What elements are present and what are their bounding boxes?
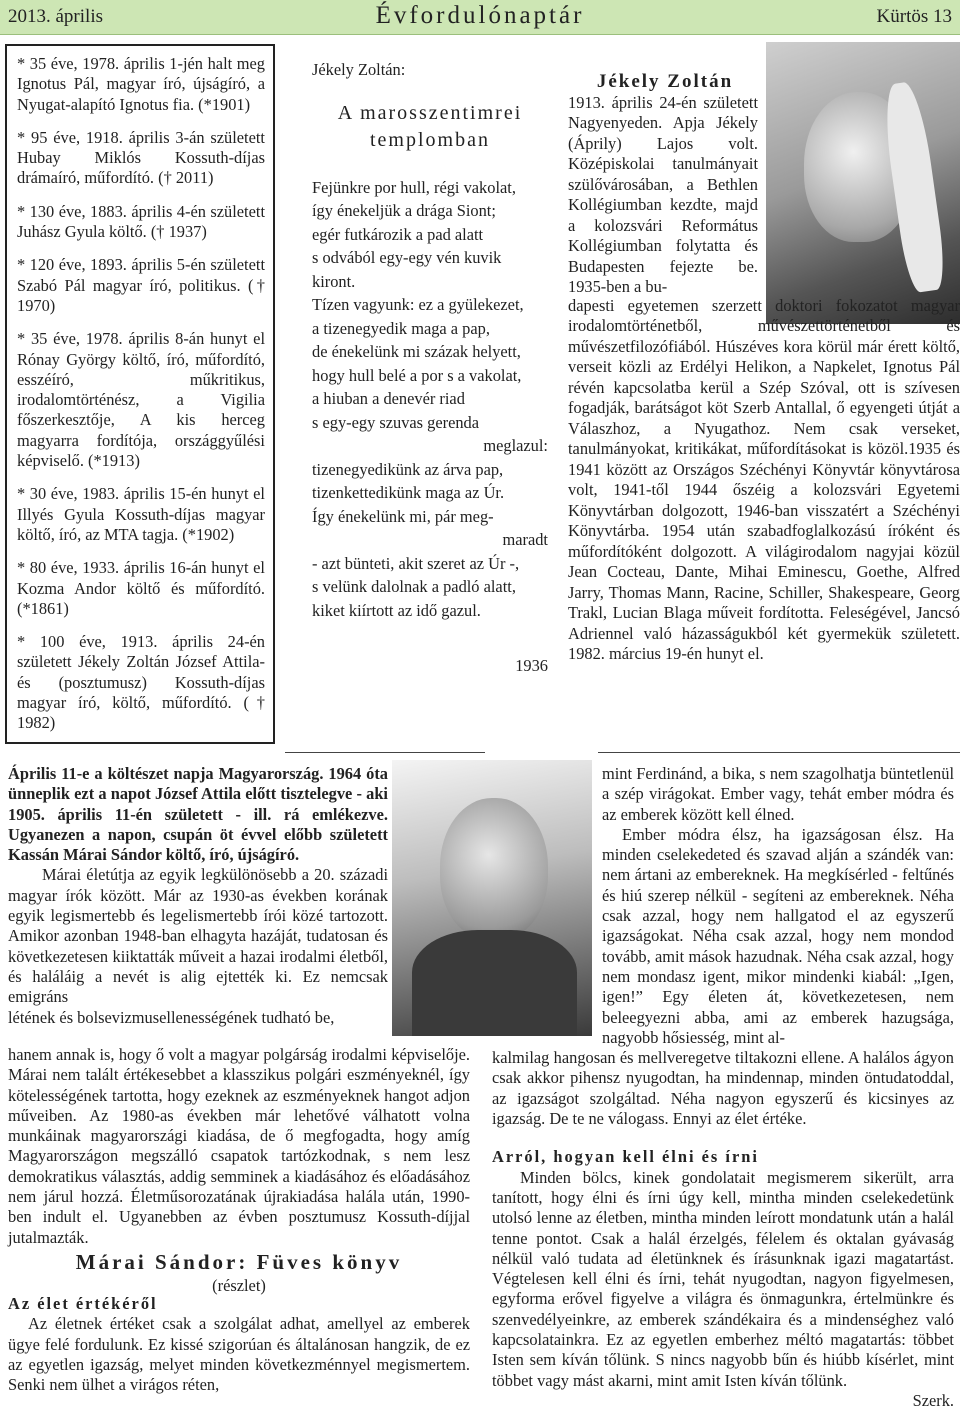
continuation-text: Ember módra élsz, ha igazságosan élsz. Ha minden cselekedeted és szavad alján a szándék van: nem ártani az embereknek. Ha megkísérled - feltűnés és hiú szerep nélkül - segíteni az embereknek. Néha csak azzal, hogy nem hallgatod el az egyszerű igazságokat. Néha csak azzal, hogy nem mondod tovább, amit mások hazudnak. Néha csak azzal, hogy nem mondasz igent, mikor mindenki kiabál: „Igen, igen!” Egy életen át, következetesen, nem beleegyezni abba, ami az emberek hazugsága, nagyobb hősiesség, mint al-	[602, 824, 954, 1047]
poem-title	[312, 100, 548, 154]
poem-line: tizenegyedikünk az árva pap,	[312, 459, 504, 479]
anniversary-item: * 80 éve, 1933. április 16-án hunyt el Kozma Andor költő és műfordító. (*1861)	[17, 558, 265, 618]
anniversary-box	[5, 44, 275, 744]
poem-line: meglazul:	[483, 436, 548, 455]
poem-line: de énekelünk mi százak helyett,	[312, 342, 521, 361]
continuation-text: kalmilag hangosan és mellveregetve tiltakozni ellene. A halálos ágyon csak akkor pihensz nyugodtan, ha mindennap, minden öntudatoddal, az igazságot szolgáltad. Néha nagyon egyszerű és kicsinyes az igazság. De te ne válogass. Ennyi az élet értéke.	[492, 1048, 954, 1129]
section-life-value	[8, 1294, 470, 1395]
header-page: Kürtös 13	[876, 6, 952, 27]
jekely-bio-wide: dapesti egyetemen szerzett doktori fokozatot magyar irodalomtörténetből, művészettörténetből és művészetfilozófiából. Húszéves kora körül már érett költő, verseit közli az Erdélyi Helikon, a Napkelet, Ignotus Pál révén kapcsolatba kerül a Szép Szóval, ott is szívesen fogadják, barátságot köt Szerb Antallal, ő egyengeti útját a Válaszhoz, a Nyugathoz. Nem csak verseket, tanulmányokat, kritikákat, műfordításokat is közöl.1935 és 1941 között az Országos Széchényi Könyvtár könyvtárosa volt, 1941-től 1944 őszéig a kolozsvári Egyetemi Könyvtárban dolgozott, 1946-ban visszatért a Széchényi Könyvtárba. 1954 után szabadfoglalkozású íróként és műfordítóként dolgozott. A világirodalom nagyjai közül Jean Cocteau, Dante, Mihai Eminescu, Goethe, Alfred Jarry, Thomas Mann, Racine, Schiller, Shakespeare, Georg Trakl, Lucian Blaga műveit fordította. Feleségével, Jancsó Adriennel való házasságukból két gyermekük született. 1982. március 19-én hunyt el.	[568, 295, 960, 663]
anniversary-item: * 35 éve, 1978. április 1-jén halt meg Ignotus Pál, magyar író, újságíró, a Nyugat-alapító Ignotus fia. (*1901)	[17, 54, 265, 114]
jekely-name: Jékely Zoltán	[596, 71, 734, 92]
fuves-subtitle: (részlet)	[212, 1276, 266, 1295]
poem-line: Így énekelünk mi, pár meg-	[312, 506, 494, 526]
poem-line: s velünk dalolnak a padló alatt,	[312, 577, 516, 596]
divider	[285, 752, 485, 753]
poem-line: egér futkározik a pad alatt	[312, 224, 484, 244]
marai-intro-end: létének és bolsevizmusellenességének tudható be,	[8, 1007, 335, 1027]
marai-intro	[8, 764, 388, 1028]
poem-line: Tízen vagyunk: ez a gyülekezet,	[312, 295, 524, 314]
poem-line: Fejünkre por hull, régi vakolat,	[312, 177, 516, 197]
header-date: 2013. április	[8, 6, 103, 27]
anniversary-item: * 130 éve, 1883. április 4-én született Juhász Gyula költő. († 1937)	[17, 201, 265, 242]
section-text: Minden bölcs, kinek gondolatait megismerem sikerült, arra tanított, hogy élni és írni úgy kell, mintha minden cselekedetünk utolsó lenne az életben, mintha minden leírott mondatunk után a halál tenne pontot. Csak a halál érzelgés, félelem és oktalan gyávaság nélkül való tudata ad életünknek és írásunknak igazi magatartást. Végtelesen kell élni és írni, tehát nyugodtan, nagyon figyelmesen, egyforma erővel figyelve a világra és önmagunkra, értelmünkre és szenvedélyeinkre, az emberek szándékaira és a mindenséghez való kapcsolatainkra. Ez az egyetlen emberhez méltó magatartás: többet Isten sem kíván tőlünk. S nincs nagyobb bűn és hiúbb kísérlet, mint többet vagy mást akarni, mint amit Isten kíván tőlünk.	[492, 1167, 954, 1390]
divider	[598, 752, 960, 753]
fuves-continuation	[492, 764, 954, 1411]
poem-line: a tizenegyedik maga a pap,	[312, 318, 490, 338]
continuation-text: mint Ferdinánd, a bika, s nem szagolhatja büntetlenül a szép virágokat. Ember vagy, tehát ember módra és az emberek között kell élned.	[602, 764, 954, 824]
jekely-bio	[568, 72, 960, 665]
poem-line: a hiuban a denevér riad	[312, 389, 465, 408]
poem-line: hogy hull belé a por s a vakolat,	[312, 365, 522, 385]
poem-line: s odvából egy-egy vén kuvik kiront.	[312, 248, 502, 291]
anniversary-item: * 95 éve, 1918. április 3-án született Hubay Miklós Kossuth-díjas drámaíró, műfordító. († 2011)	[17, 127, 265, 188]
poem-line: így énekeljük a drága Siont;	[312, 201, 496, 220]
fuves-title: Márai Sándor: Füves könyv	[75, 1250, 403, 1274]
anniversary-item: * 35 éve, 1978. április 8-án hunyt el Rónay György költő, író, műfordító, esszéíró, műkritikus, irodalomtörténész, a Vigilia főszerkesztője, A kis herceg magyarra fordítója, országgyűlési képviselő. (*1913)	[17, 329, 265, 471]
marai-intro-bold-text: Április 11-e a költészet napja Magyarország. 1964 óta ünneplik ezt a napot József Attila előtt tisztelegve - aki 1905. április 11-én született - ill. rá emlékezve. Ugyanezen a napon, csupán öt évvel előbb született Kassán Márai Sándor költő, író, újságíró.	[8, 764, 388, 865]
section-text: Az életnek értéket csak a szolgálat adhat, amellyel az emberek ügye felé fordulunk. Ez kissé szigorúan és általánosan hangzik, de ez az egyetlen igazság, melyet minden következménnyel megismertem. Senki nem ülhet a virágos réten,	[8, 1314, 470, 1395]
poem-title-line: templomban	[370, 128, 490, 151]
poem-line: kiket kiírtott az idő gazul.	[312, 600, 481, 620]
anniversary-item: * 30 éve, 1983. április 15-én hunyt el Illyés Gyula Kossuth-díjas magyar költő, író, az MTA tagja. (*1902)	[17, 484, 265, 544]
marai-intro-text: Márai életútja az egyik legkülönösebb a 20. századi magyar írók között. Már az 1930-as években korának egyik legismertebb és legelismertebb írói közé tartozott. Amikor azonban 1948-ban elhagyta hazáját, tudatosan és következetesen kiiktatták műveit a hazai irodalmi életből, és haláláig a nevét is alig ejtették ki. Ez nemcsak emigráns	[8, 865, 388, 1007]
anniversary-item: * 120 éve, 1893. április 5-én született Szabó Pál magyar író, politikus. († 1970)	[17, 255, 265, 315]
poem-year: 1936	[515, 656, 548, 675]
poem-author: Jékely Zoltán:	[312, 60, 406, 79]
signature: Szerk.	[912, 1390, 954, 1410]
section-heading: Az élet értékéről	[8, 1294, 158, 1313]
poem-line: s egy-egy szuvas gerenda	[312, 412, 480, 432]
marai-intro-bold	[8, 764, 388, 865]
poem-title-line: A marosszentimrei	[337, 101, 523, 124]
header-title: Évfordulónaptár	[375, 2, 585, 29]
page-header	[0, 0, 960, 35]
poem-line: - azt bünteti, akit szeret az Úr -,	[312, 553, 520, 573]
anniversary-item: * 100 éve, 1913. április 24-én született Jékely Zoltán József Attila- és (posztumusz) Kossuth-díjas magyar író, költő, műfordító. († 1982)	[17, 632, 265, 733]
jekely-bio-narrow: 1913. április 24-én született Nagyenyeden. Apja Jékely (Áprily) Lajos volt. Középiskolai tanulmányait szülővárosában, a Bethlen Kollégiumban kezdte, majd a kolozsvári Református Kollégiumban folytatta és Budapesten fejezte be. 1935-ben a bu-	[568, 92, 758, 296]
poem-line: tizenkettedikünk maga az Úr.	[312, 483, 505, 502]
poem	[312, 58, 548, 678]
marai-rest: hanem annak is, hogy ő volt a magyar polgárság irodalmi képviselője. Márai nem talált értékesebbet a klasszikus polgári eszményeknél, így kötelességének tartotta, hogy ezeknek az eszményeknek hangot adjon műveiben. Az 1980-as években már lehetővé válhatott volna munkáinak magyarországi kiadása, de ő megfogadta, hogy amíg Magyarországon megszálló csapatok tartózkodnak, s nem lesz demokratikus választás, addig semminek a kiadásához és előadásához nem járul hozzá. Életműsorozatának újrakiadása halála után, 1990-ben indult el. Ugyanebben az évben posztumusz Kossuth-díjjal jutalmazták.	[8, 1045, 470, 1247]
section-heading: Arról, hogyan kell élni és írni	[492, 1147, 759, 1167]
poem-line: maradt	[502, 530, 548, 549]
